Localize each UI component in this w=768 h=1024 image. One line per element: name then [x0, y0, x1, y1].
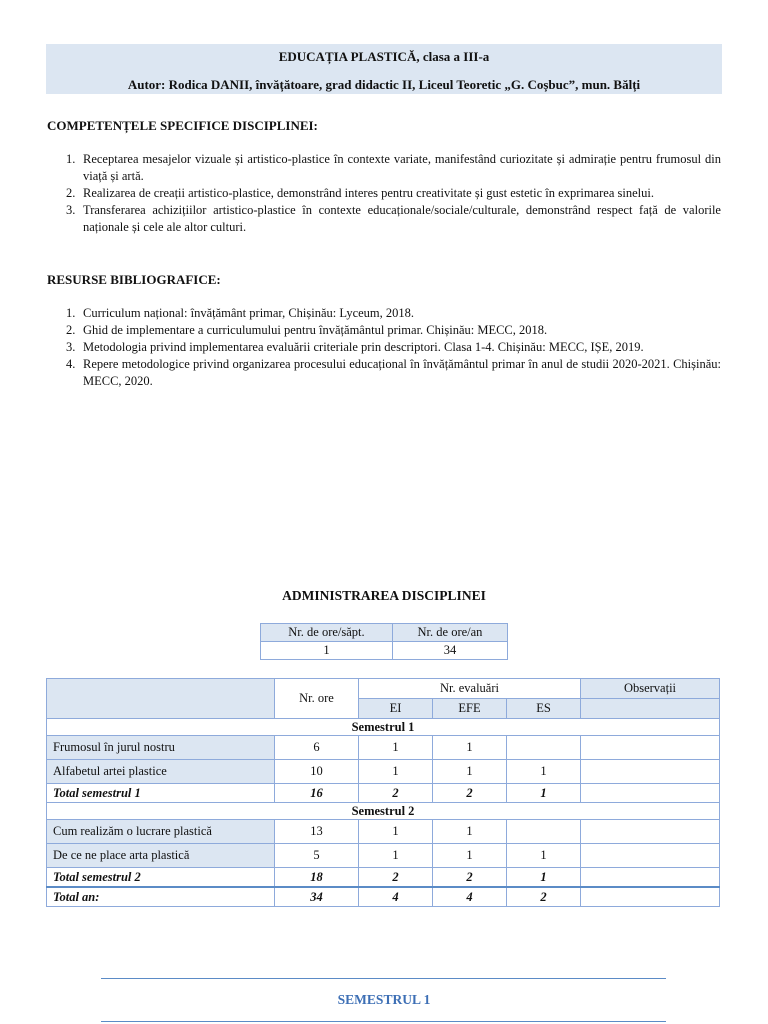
- empty-header-cell: [47, 679, 275, 719]
- ei-cell: 1: [359, 760, 433, 784]
- list-number: 3.: [66, 340, 76, 354]
- ei-cell: 1: [359, 736, 433, 760]
- table-row: [47, 760, 720, 784]
- table-row: [47, 820, 720, 844]
- ei-column-header: EI: [359, 699, 433, 719]
- list-number: 3.: [66, 203, 76, 217]
- observations-cell: [581, 887, 720, 907]
- semester-2-label: Semestrul 2: [47, 803, 720, 820]
- table-row-total: [47, 868, 720, 888]
- hours-per-week-header: Nr. de ore/săpt.: [261, 624, 393, 642]
- list-item: [47, 322, 721, 339]
- list-text: Curriculum național: învățământ primar, Chișinău: Lyceum, 2018.: [83, 306, 415, 320]
- observations-cell: [581, 784, 720, 803]
- evaluations-column-header: Nr. evaluări: [359, 679, 581, 699]
- observations-cell: [581, 868, 720, 888]
- observations-cell: [581, 760, 720, 784]
- hours-cell: 10: [275, 760, 359, 784]
- semester-section-heading: SEMESTRUL 1: [337, 992, 431, 1007]
- hours-cell: 16: [275, 784, 359, 803]
- list-item: [47, 305, 721, 322]
- list-number: 2.: [66, 323, 76, 337]
- ei-cell: 1: [359, 820, 433, 844]
- efe-column-header: EFE: [433, 699, 507, 719]
- efe-cell: 4: [433, 887, 507, 907]
- es-column-header: ES: [507, 699, 581, 719]
- ei-cell: 2: [359, 784, 433, 803]
- list-item: [47, 185, 721, 202]
- ei-cell: 1: [359, 844, 433, 868]
- observations-cell: [581, 820, 720, 844]
- competences-list: [47, 151, 721, 236]
- list-item: [47, 339, 721, 356]
- es-cell: [507, 820, 581, 844]
- table-row: [47, 844, 720, 868]
- hours-column-header: Nr. ore: [275, 679, 359, 719]
- list-text: Receptarea mesajelor vizuale și artistico-plastice în contexte variate, manifestând curiozitate și admirație pentru frumosul din viață și artă.: [83, 152, 721, 183]
- administration-table: [46, 678, 720, 907]
- hours-cell: 5: [275, 844, 359, 868]
- year-total-label: Total an:: [47, 887, 275, 907]
- administration-heading: ADMINISTRAREA DISCIPLINEI: [282, 588, 486, 603]
- divider-bottom: [101, 1021, 666, 1022]
- module-name: Cum realizăm o lucrare plastică: [47, 820, 275, 844]
- list-text: Metodologia privind implementarea evaluării criteriale prin descriptori. Clasa 1-4. Chișinău: MECC, IȘE, 2019.: [83, 340, 644, 354]
- resources-list: [47, 305, 721, 390]
- hours-per-year-header: Nr. de ore/an: [392, 624, 507, 642]
- document-header: [46, 44, 722, 94]
- es-cell: 1: [507, 760, 581, 784]
- divider-top: [101, 978, 666, 979]
- es-cell: 2: [507, 887, 581, 907]
- hours-cell: 6: [275, 736, 359, 760]
- semester-1-label: Semestrul 1: [47, 719, 720, 736]
- module-name: Frumosul în jurul nostru: [47, 736, 275, 760]
- resources-heading: RESURSE BIBLIOGRAFICE:: [47, 272, 221, 287]
- list-number: 1.: [66, 152, 76, 166]
- hours-cell: 34: [275, 887, 359, 907]
- es-cell: [507, 736, 581, 760]
- document-author: Autor: Rodica DANII, învățătoare, grad didactic II, Liceul Teoretic „G. Coșbuc”, mun. Bălți: [127, 77, 641, 92]
- ei-cell: 4: [359, 887, 433, 907]
- list-number: 4.: [66, 357, 76, 371]
- list-text: Repere metodologice privind organizarea procesului educațional în învățământul primar în anul de studii 2020-2021. Chișinău: MECC, 2020.: [83, 357, 721, 388]
- es-cell: 1: [507, 784, 581, 803]
- list-item: [47, 151, 721, 185]
- efe-cell: 2: [433, 868, 507, 888]
- total-label: Total semestrul 1: [47, 784, 275, 803]
- module-name: Alfabetul artei plastice: [47, 760, 275, 784]
- efe-cell: 1: [433, 844, 507, 868]
- list-text: Ghid de implementare a curriculumului pentru învățământul primar. Chișinău: MECC, 2018.: [83, 323, 548, 337]
- efe-cell: 1: [433, 760, 507, 784]
- hours-per-week-value: 1: [261, 642, 393, 660]
- hours-table: [260, 623, 508, 660]
- list-item: [47, 202, 721, 236]
- total-label: Total semestrul 2: [47, 868, 275, 888]
- table-row-year-total: [47, 887, 720, 907]
- efe-cell: 1: [433, 820, 507, 844]
- observations-subheader: [581, 699, 720, 719]
- efe-cell: 1: [433, 736, 507, 760]
- module-name: De ce ne place arta plastică: [47, 844, 275, 868]
- list-text: Transferarea achizițiilor artistico-plastice în contexte educaționale/sociale/culturale, demonstrând respect față de valorile naționale și cele ale altor culturi.: [83, 203, 721, 234]
- document-title: EDUCAȚIA PLASTICĂ, clasa a III-a: [278, 49, 490, 64]
- efe-cell: 2: [433, 784, 507, 803]
- es-cell: 1: [507, 844, 581, 868]
- list-text: Realizarea de creații artistico-plastice, demonstrând interes pentru creativitate și gust estetic în exprimarea sinelui.: [83, 186, 654, 200]
- observations-cell: [581, 736, 720, 760]
- table-row-total: [47, 784, 720, 803]
- observations-cell: [581, 844, 720, 868]
- hours-per-year-value: 34: [392, 642, 507, 660]
- hours-cell: 18: [275, 868, 359, 888]
- ei-cell: 2: [359, 868, 433, 888]
- es-cell: 1: [507, 868, 581, 888]
- table-row: [47, 736, 720, 760]
- competences-heading: COMPETENȚELE SPECIFICE DISCIPLINEI:: [47, 118, 318, 133]
- observations-column-header: Observații: [581, 679, 720, 699]
- hours-cell: 13: [275, 820, 359, 844]
- list-number: 2.: [66, 186, 76, 200]
- list-item: [47, 356, 721, 390]
- list-number: 1.: [66, 306, 76, 320]
